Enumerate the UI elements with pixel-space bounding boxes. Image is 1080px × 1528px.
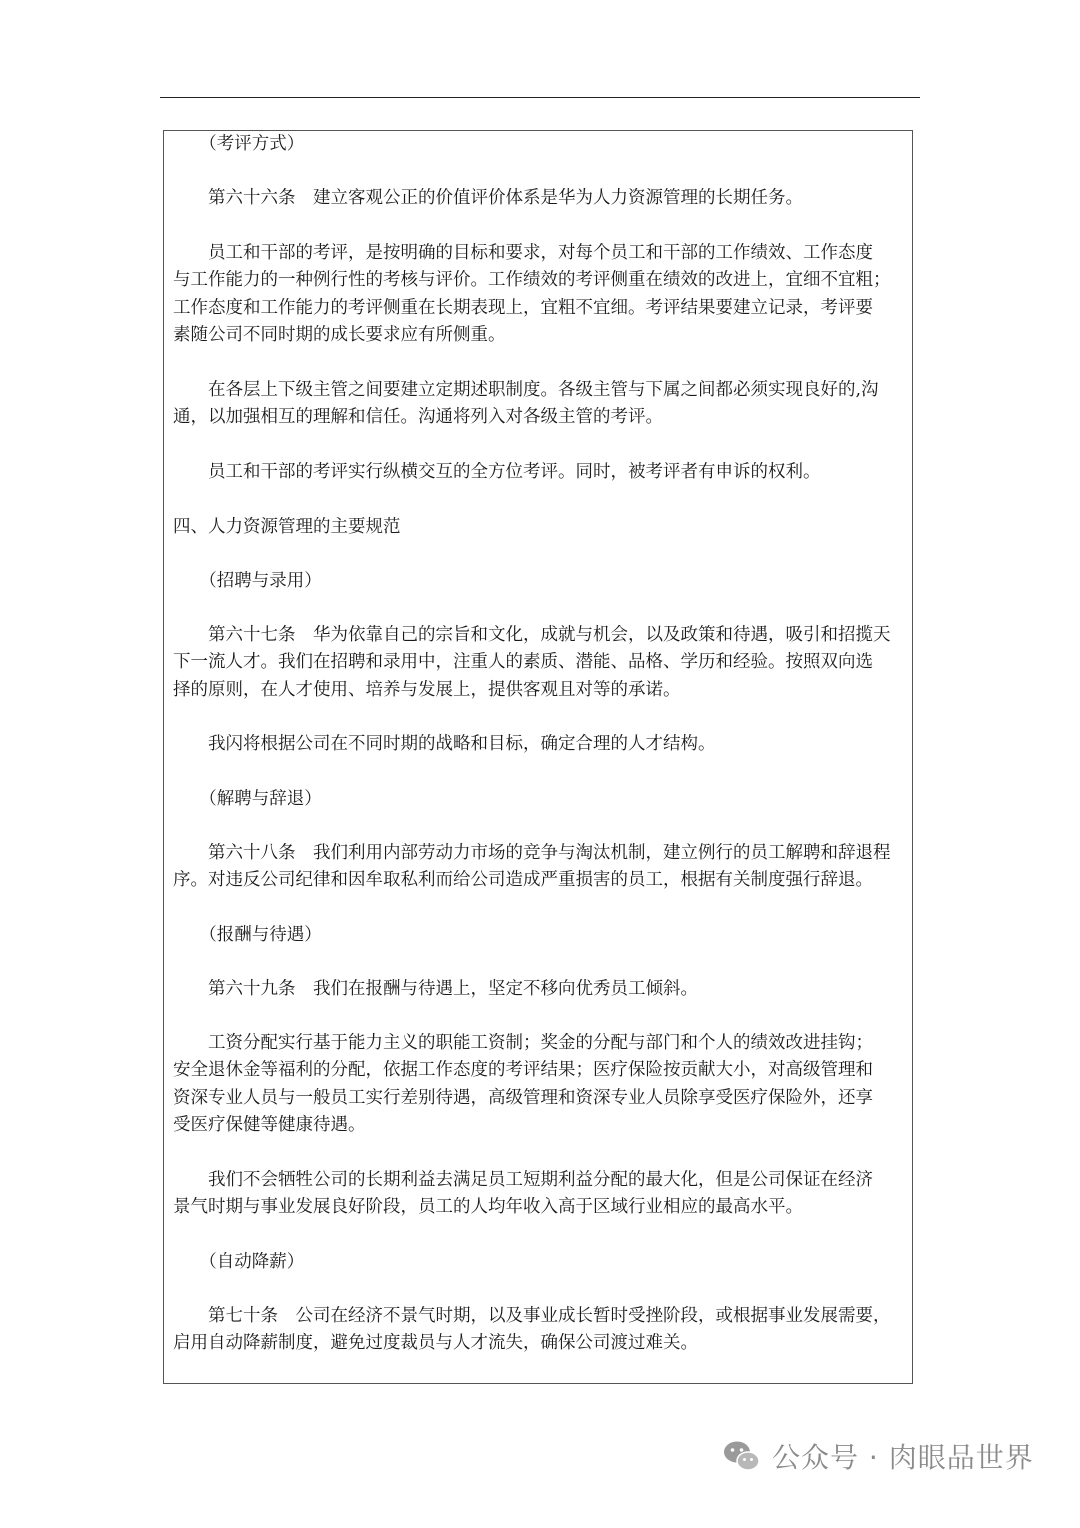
article-67: 第六十七条 华为依靠自己的宗旨和文化，成就与机会，以及政策和待遇，吸引和招揽天 下一流人才。我们在招聘和录用中，注重人的素质、潜能、品格、学历和经验。按照双向选 择的原则，在人才使用、培养与发展上，提供客观且对等的承诺。: [173, 625, 891, 700]
subheading-recruitment: （招聘与录用）: [173, 571, 322, 591]
paragraph-reporting: 在各层上下级主管之间要建立定期述职制度。各级主管与下属之间都必须实现良好的,沟 通，以加强相互的理解和信任。沟通将列入对各级主管的考评。: [173, 380, 879, 428]
paragraph-talent-structure: 我闪将根据公司在不同时期的战略和目标，确定合理的人才结构。: [173, 734, 716, 754]
watermark-text: 公众号 · 肉眼品世界: [772, 1441, 1034, 1474]
paragraph-all-round: 员工和干部的考评实行纵横交互的全方位考评。同时，被考评者有申诉的权利。: [173, 462, 821, 482]
section-heading-hr-norms: 四、人力资源管理的主要规范: [173, 517, 401, 537]
header-rule: [160, 97, 920, 98]
wechat-icon: [722, 1439, 762, 1473]
article-68: 第六十八条 我们利用内部劳动力市场的竞争与淘汰机制，建立例行的员工解聘和辞退程 序。对违反公司纪律和因牟取私利而给公司造成严重损害的员工，根据有关制度强行辞退。: [173, 843, 891, 891]
subheading-compensation: （报酬与待遇）: [173, 925, 322, 945]
paragraph-wage-distribution: 工资分配实行基于能力主义的职能工资制；奖金的分配与部门和个人的绩效改进挂钩； 安全退休金等福利的分配，依据工作态度的考评结果；医疗保险按贡献大小，对高级管理和 资深专业人员与一般员工实行差别待遇，高级管理和资深专业人员除享受医疗保险外，还享 受医疗保健等健康待遇。: [173, 1033, 873, 1135]
subheading-auto-pay-cut: （自动降薪）: [173, 1252, 305, 1272]
article-69: 第六十九条 我们在报酬与待遇上，坚定不移向优秀员工倾斜。: [173, 979, 698, 999]
article-70: 第七十条 公司在经济不景气时期，以及事业成长暂时受挫阶段，或根据事业发展需要， 启用自动降薪制度，避免过度裁员与人才流失，确保公司渡过难关。: [173, 1306, 891, 1354]
watermark: [722, 1436, 1034, 1476]
subheading-dismissal: （解聘与辞退）: [173, 789, 322, 809]
paragraph-appraisal: 员工和干部的考评，是按明确的目标和要求，对每个员工和干部的工作绩效、工作态度 与工作能力的一种例行性的考核与评价。工作绩效的考评侧重在绩效的改进上，宜细不宜粗； 工作态度和工作能力的考评侧重在长期表现上，宜粗不宜细。考评结果要建立记录，考评要 素随公司不同时期的成长要求应有所侧重。: [173, 243, 891, 345]
subheading-appraisal-method: （考评方式）: [173, 134, 305, 154]
paragraph-long-term-interest: 我们不会牺牲公司的长期利益去满足员工短期利益分配的最大化，但是公司保证在经济 景气时期与事业发展良好阶段，员工的人均年收入高于区域行业相应的最高水平。: [173, 1170, 873, 1218]
article-66: 第六十六条 建立客观公正的价值评价体系是华为人力资源管理的长期任务。: [173, 188, 803, 208]
